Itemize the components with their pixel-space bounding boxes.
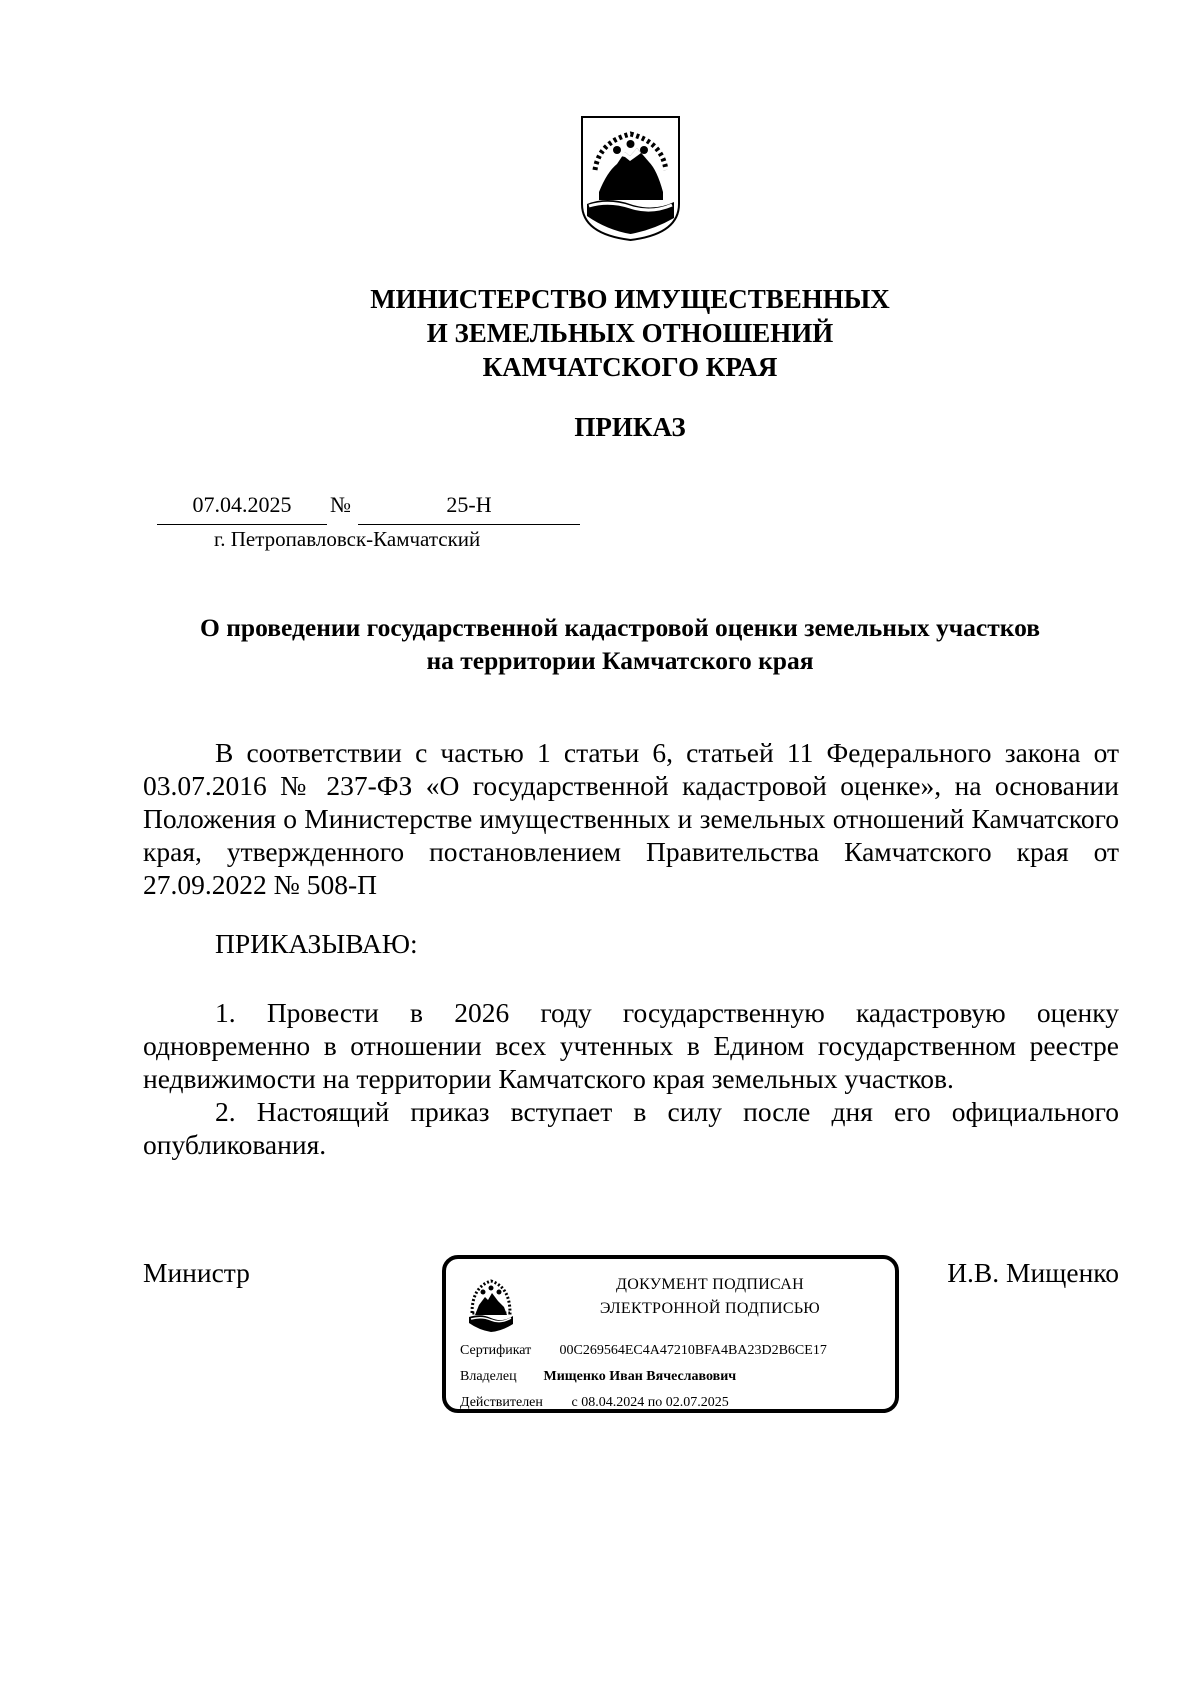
order-item-1: 1. Провести в 2026 году государственную кадастровую оценку одновременно в отношении всех учтенных в Едином государственном реестре недвижимости на территории Камчатского края земельных участков.: [143, 997, 1119, 1094]
certificate-label: Сертификат: [460, 1343, 532, 1358]
order-number-value: 25-Н: [446, 492, 492, 517]
ministry-line-2: И ЗЕМЕЛЬНЫХ ОТНОШЕНИЙ: [426, 318, 834, 348]
signatory-name: И.В. Мищенко: [947, 1257, 1119, 1288]
signatory-position: Министр: [143, 1257, 250, 1288]
order-date: [157, 492, 327, 525]
order-subject: [140, 611, 1100, 677]
stamp-owner-row: [460, 1367, 736, 1387]
decree-word: ПРИКАЗЫВАЮ:: [215, 928, 418, 959]
order-number: [358, 492, 580, 525]
subject-line-1: О проведении государственной кадастровой оценки земельных участков: [200, 613, 1040, 642]
stamp-title-line-1: ДОКУМЕНТ ПОДПИСАН: [616, 1276, 804, 1293]
stamp-validity-row: [460, 1393, 729, 1413]
preamble-paragraph: В соответствии с частью 1 статьи 6, статьей 11 Федерального закона от 03.07.2016 № 237-ФЗ «О государственной кадастровой оценке», на основании Положения о Министерстве имущественных и земельных отношений Камчатского края, утвержденного постановлением Правительства Камчатского края от 27.09.2022 № 508-П: [143, 737, 1119, 900]
validity-value: с 08.04.2024 по 02.07.2025: [571, 1395, 729, 1410]
electronic-signature-stamp: [442, 1255, 899, 1413]
stamp-certificate-row: [460, 1341, 827, 1361]
ministry-line-1: МИНИСТЕРСТВО ИМУЩЕСТВЕННЫХ: [370, 284, 890, 314]
coat-of-arms-icon: [577, 112, 684, 242]
stamp-title-line-2: ЭЛЕКТРОННОЙ ПОДПИСЬЮ: [599, 1300, 821, 1317]
subject-line-2: на территории Камчатского края: [426, 646, 814, 675]
validity-label: Действителен: [460, 1395, 543, 1410]
city: г. Петропавловск-Камчатский: [214, 527, 481, 551]
ministry-line-3: КАМЧАТСКОГО КРАЯ: [482, 352, 778, 382]
number-sign: №: [330, 492, 351, 517]
owner-value: Мищенко Иван Вячеславович: [543, 1369, 737, 1384]
certificate-value: 00C269564EC4A47210BFA4BA23D2B6CE17: [559, 1343, 827, 1358]
stamp-coat-of-arms-icon: [466, 1273, 516, 1333]
document-type: ПРИКАЗ: [574, 412, 686, 442]
order-date-value: 07.04.2025: [192, 492, 292, 517]
order-item-2: 2. Настоящий приказ вступает в силу после дня его официального опубликования.: [143, 1096, 1119, 1160]
stamp-title: [530, 1273, 890, 1321]
owner-label: Владелец: [460, 1369, 517, 1384]
ministry-name: [300, 282, 960, 384]
